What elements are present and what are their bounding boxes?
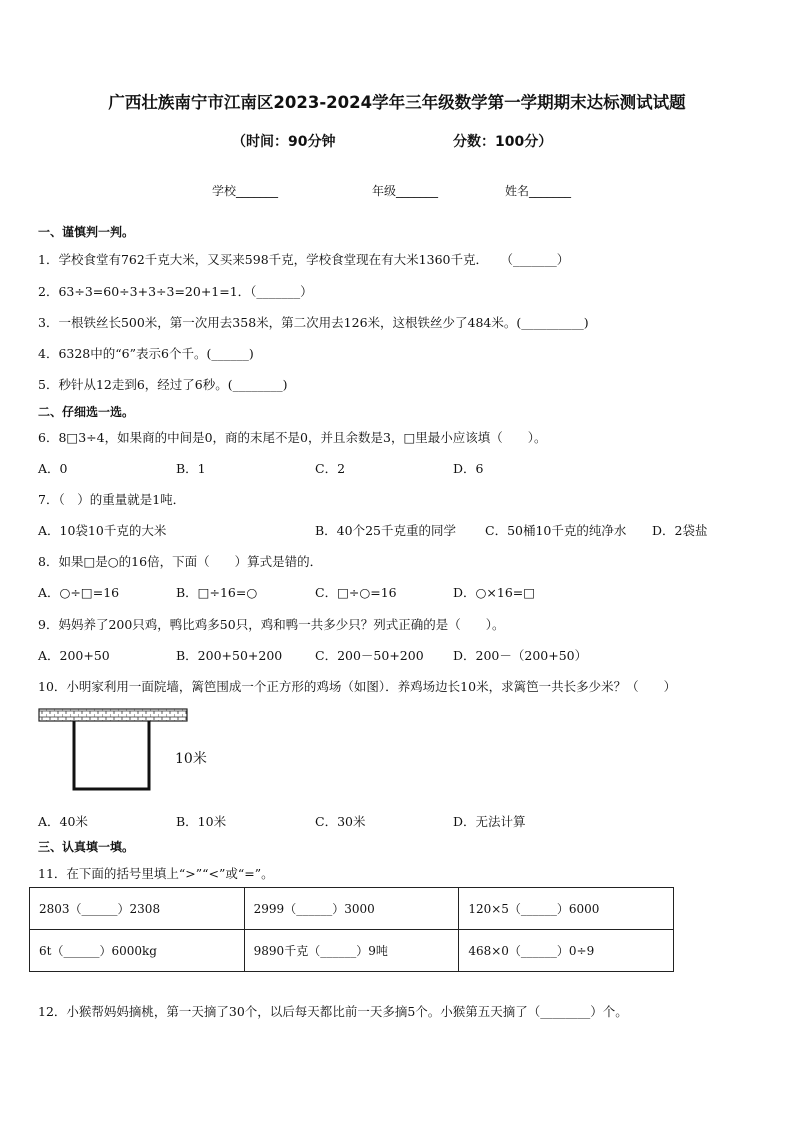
section-heading-2: 二、仔细选一选。 bbox=[38, 405, 135, 419]
question-8: 8．如果□是○的16倍，下面（ ）算式是错的． bbox=[38, 554, 323, 569]
question-1: 1．学校食堂有762千克大米，又买来598千克，学校食堂现在有大米1360千克． （_______） bbox=[38, 252, 570, 267]
question-6: 6．8□3÷4，如果商的中间是0，商的末尾不是0，并且余数是3，□里最小应该填（ ）。 bbox=[38, 430, 547, 445]
section-heading-3: 三、认真填一填。 bbox=[38, 840, 135, 854]
q6-option-d: D．6 bbox=[453, 461, 484, 476]
q8-option-c: C．□÷○=16 bbox=[315, 585, 397, 600]
table-cell: 9890千克（______）9吨 bbox=[244, 930, 459, 972]
question-5: 5．秒针从12走到6，经过了6秒。(________) bbox=[38, 377, 288, 392]
table-row bbox=[30, 930, 674, 972]
fence-outline bbox=[74, 721, 149, 789]
question-4: 4．6328中的“6”表示6个千。(______) bbox=[38, 346, 254, 361]
side-length-label: 10米 bbox=[175, 751, 207, 767]
question-2: 2．63÷3=60÷3+3÷3=20+1=1．（_______） bbox=[38, 284, 313, 299]
section-heading-1: 一、谨慎判一判。 bbox=[38, 225, 135, 239]
courtyard-wall bbox=[39, 709, 187, 721]
question-11: 11．在下面的括号里填上“>”“<”或“=”。 bbox=[38, 866, 274, 881]
table-cell: 468×0（______）0÷9 bbox=[459, 930, 674, 972]
question-10: 10．小明家利用一面院墙，篱笆围成一个正方形的鸡场（如图）．养鸡场边长10米，求篱笆一共长多少米？（ ） bbox=[38, 679, 677, 694]
q8-option-b: B．□÷16=○ bbox=[176, 585, 258, 600]
exam-score: 分数：100分） bbox=[453, 134, 553, 150]
q8-option-d: D．○×16=□ bbox=[453, 585, 536, 600]
table-cell: 120×5（______）6000 bbox=[459, 888, 674, 930]
table-cell: 2999（______）3000 bbox=[244, 888, 459, 930]
q9-option-a: A．200+50 bbox=[38, 648, 110, 663]
q6-option-a: A．0 bbox=[38, 461, 68, 476]
name-field: 姓名_______ bbox=[505, 184, 572, 198]
q7-option-b: B．40个25千克重的同学 bbox=[315, 523, 456, 538]
page-title: 广西壮族南宁市江南区2023-2024学年三年级数学第一学期期末达标测试试题 bbox=[108, 93, 686, 112]
q8-option-a: A．○÷□=16 bbox=[38, 585, 120, 600]
q9-option-b: B．200+50+200 bbox=[176, 648, 283, 663]
q7-option-d: D．2袋盐 bbox=[652, 523, 708, 538]
table-cell: 6t（______）6000kg bbox=[30, 930, 245, 972]
q7-option-a: A．10袋10千克的大米 bbox=[38, 523, 167, 538]
q10-option-a: A．40米 bbox=[38, 814, 88, 829]
q9-option-c: C．200－50+200 bbox=[315, 648, 424, 663]
q6-option-c: C．2 bbox=[315, 461, 346, 476]
q10-option-d: D．无法计算 bbox=[453, 814, 526, 829]
q9-option-d: D．200－（200+50） bbox=[453, 648, 588, 663]
question-3: 3．一根铁丝长500米，第一次用去358米，第二次用去126米，这根铁丝少了484米。(__________) bbox=[38, 315, 589, 330]
q7-option-c: C．50桶10千克的纯净水 bbox=[485, 523, 627, 538]
chicken-yard-figure bbox=[38, 708, 190, 794]
table-row bbox=[30, 888, 674, 930]
q10-option-c: C．30米 bbox=[315, 814, 366, 829]
q10-option-b: B．10米 bbox=[176, 814, 227, 829]
table-cell: 2803（______）2308 bbox=[30, 888, 245, 930]
grade-field: 年级_______ bbox=[372, 184, 439, 198]
exam-time: （时间：90分钟 bbox=[232, 134, 336, 150]
school-field: 学校_______ bbox=[212, 184, 279, 198]
question-7: 7．（ ）的重量就是1吨． bbox=[38, 492, 186, 507]
comparison-table bbox=[29, 887, 674, 972]
q6-option-b: B．1 bbox=[176, 461, 206, 476]
question-12: 12．小猴帮妈妈摘桃，第一天摘了30个，以后每天都比前一天多摘5个。小猴第五天摘了（________）个。 bbox=[38, 1004, 628, 1019]
question-9: 9．妈妈养了200只鸡，鸭比鸡多50只，鸡和鸭一共多少只？列式正确的是（ ）。 bbox=[38, 617, 505, 632]
